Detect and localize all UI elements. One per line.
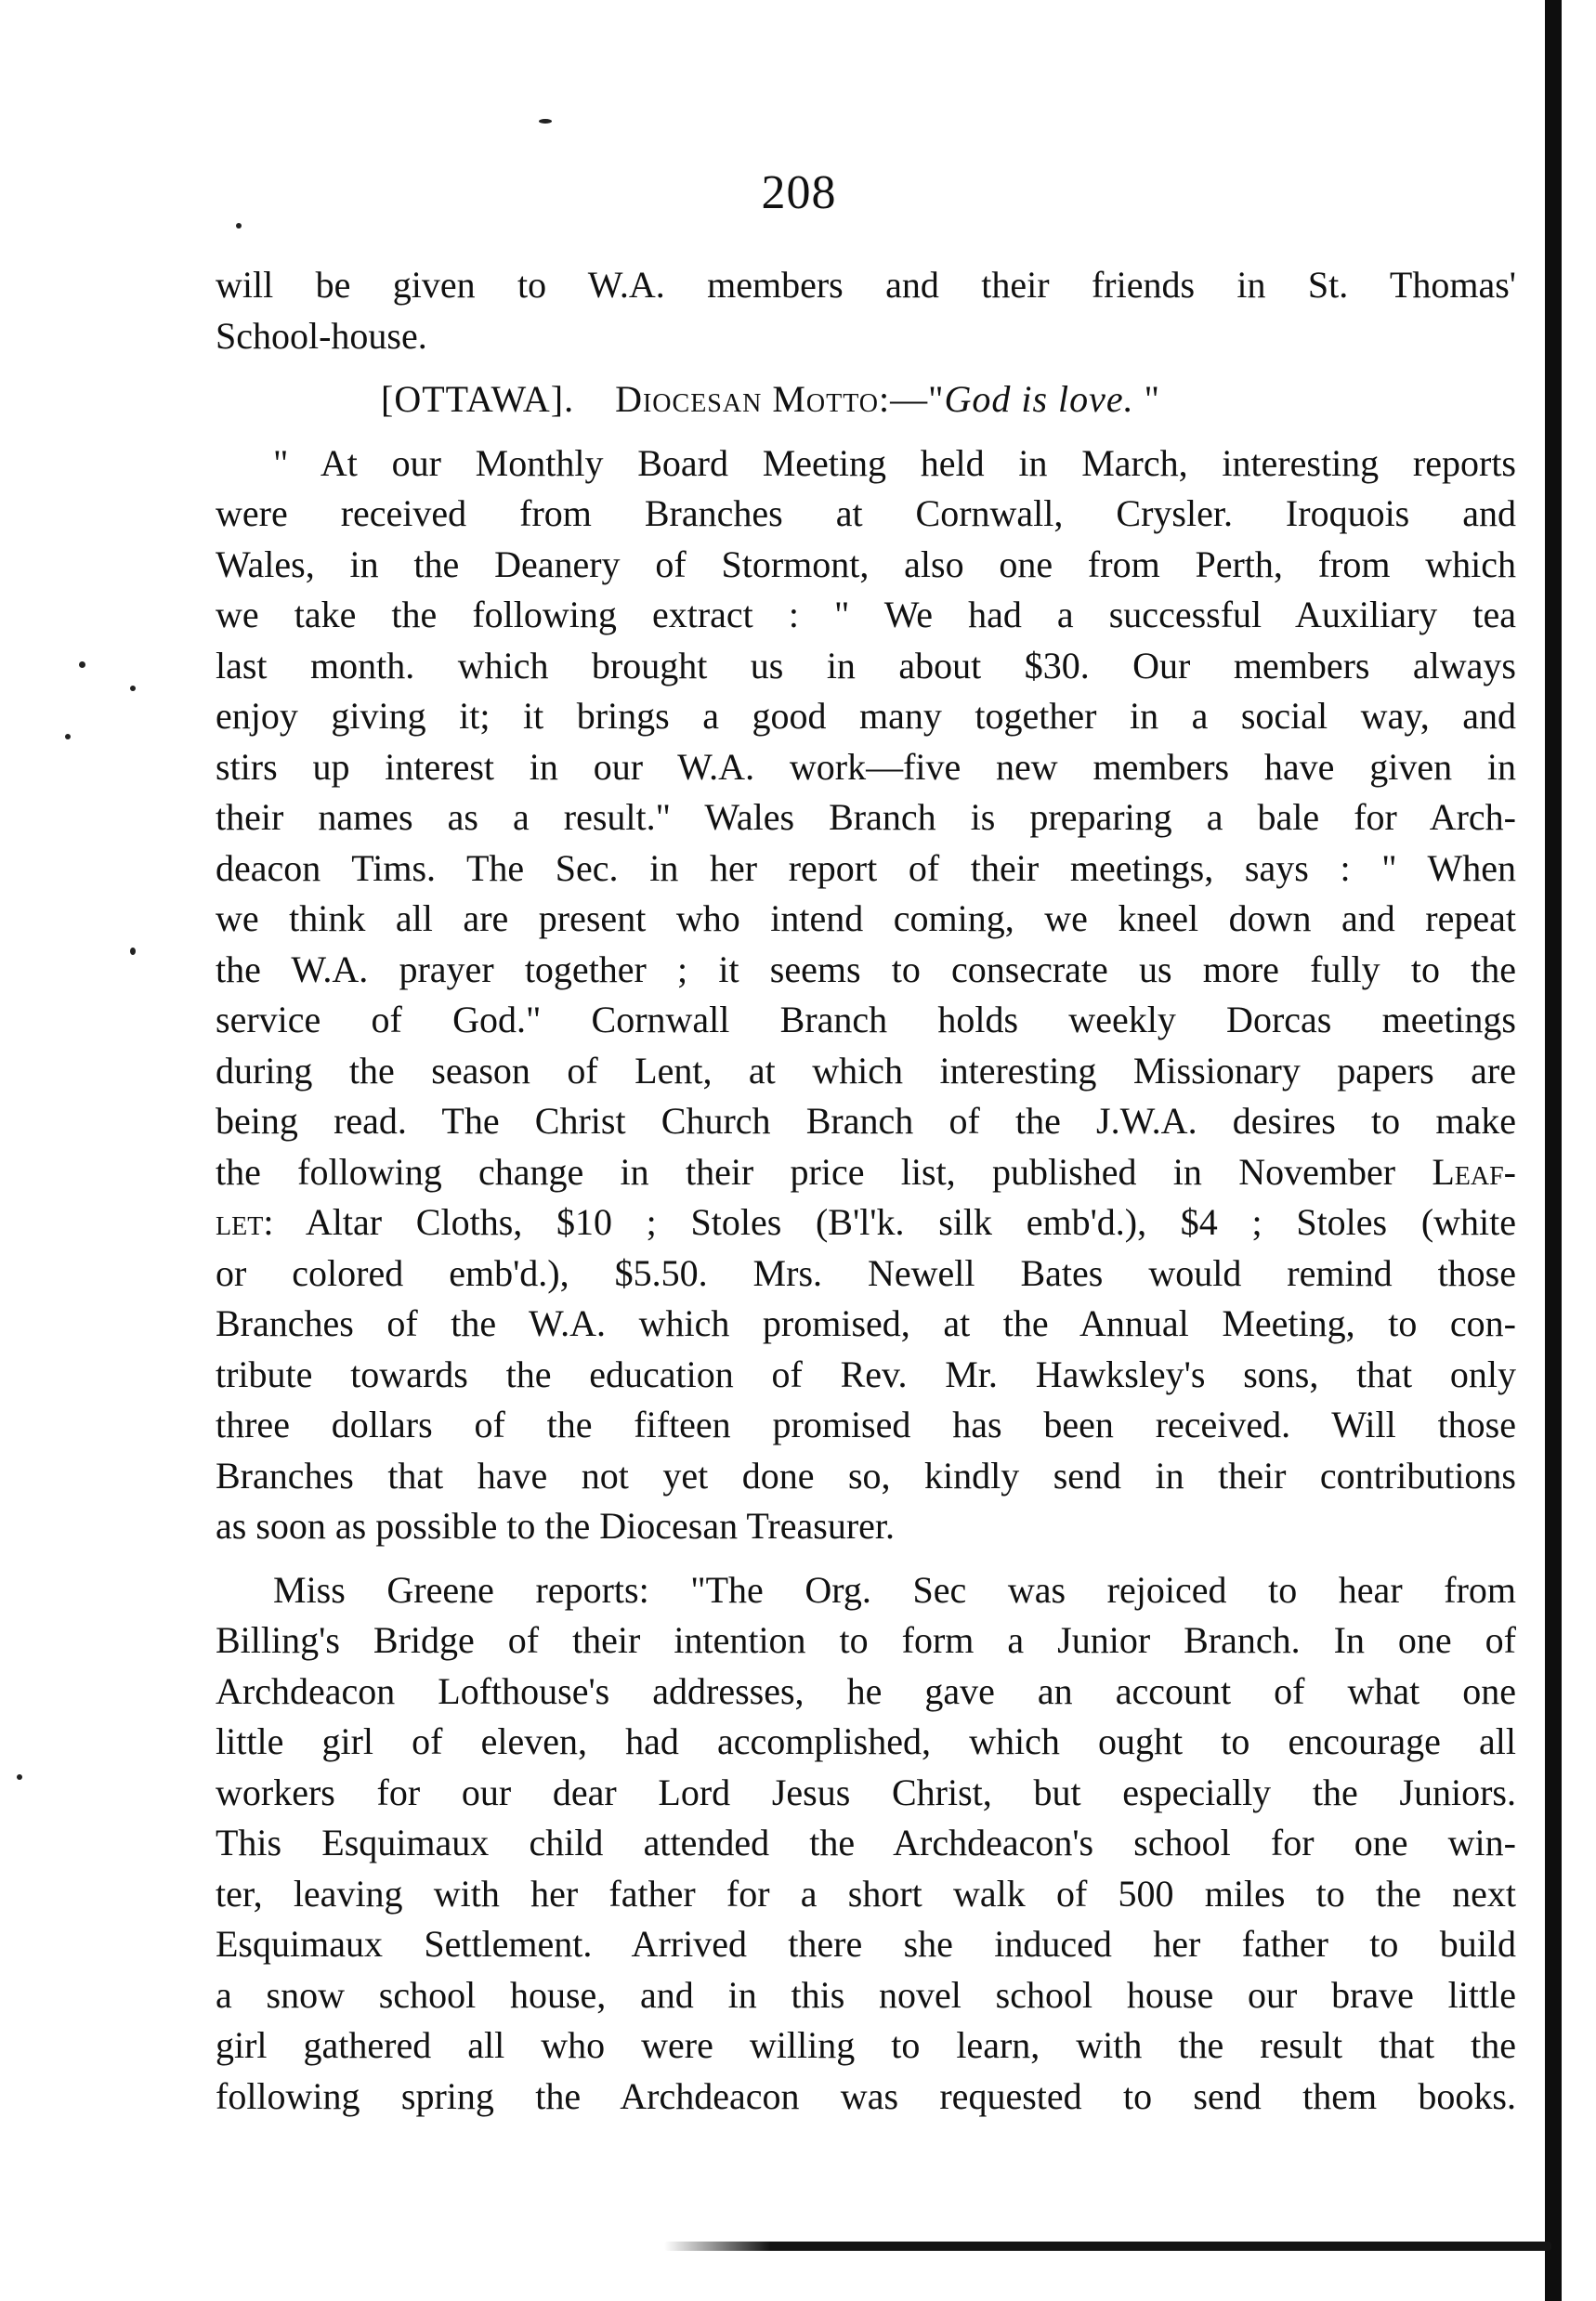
text-line: during the season of Lent, at which interesting Missionary papers are xyxy=(216,1049,1516,1092)
text-line xyxy=(216,1197,1516,1249)
scan-speck xyxy=(17,1774,22,1780)
text-line: Esquimaux Settlement. Arrived there she induced her father to build xyxy=(216,1923,1516,1965)
page-number: 208 xyxy=(761,166,837,219)
text-line: Wales, in the Deanery of Stormont, also one from Perth, from which xyxy=(216,543,1516,585)
text-line: Archdeacon Lofthouse's addresses, he gave an account of what one xyxy=(216,1669,1516,1712)
text-line: workers for our dear Lord Jesus Christ, but especially the Juniors. xyxy=(216,1771,1516,1813)
text-line: " At our Monthly Board Meeting held in March, interesting reports xyxy=(273,441,1516,484)
text-line: enjoy giving it; it brings a good many together in a social way, and xyxy=(216,695,1516,737)
body-text xyxy=(216,260,1516,2122)
text-line: their names as a result." Wales Branch is preparing a bale for Arch- xyxy=(216,796,1516,838)
text-line: Branches of the W.A. which promised, at the Annual Meeting, to con- xyxy=(216,1302,1516,1344)
text-line: little girl of eleven, had accomplished, which ought to encourage all xyxy=(216,1720,1516,1762)
text-line: deacon Tims. The Sec. in her report of their meetings, says : " When xyxy=(216,846,1516,889)
scan-speck xyxy=(130,948,136,955)
text-line: we take the following extract : " We had a successful Auxiliary tea xyxy=(216,594,1516,635)
scan-speck xyxy=(79,661,85,668)
text-line: ter, leaving with her father for a short walk of 500 miles to the next xyxy=(216,1872,1516,1915)
text-line: Miss Greene reports: "The Org. Sec was rejoiced to hear from xyxy=(273,1568,1516,1611)
text-line: we think all are present who intend coming, we kneel down and repeat xyxy=(216,897,1516,939)
text-line: Billing's Bridge of their intention to form a Junior Branch. In one of xyxy=(216,1619,1516,1661)
text-line: stirs up interest in our W.A. work—five new members have given in xyxy=(216,745,1516,788)
leaflet-word: let xyxy=(216,1201,264,1243)
motto-text: God is love. xyxy=(944,378,1134,420)
text-line: as soon as possible to the Diocesan Treasurer. xyxy=(216,1505,896,1547)
diocese-name: [OTTAWA]. xyxy=(381,378,575,420)
scan-speck xyxy=(65,734,71,739)
text-fragment: : Altar Cloths, $10 ; Stoles (B'l'k. silk emb'd.), $4 ; Stoles (white xyxy=(263,1201,1516,1243)
text-line: girl gathered all who were willing to learn, with the result that the xyxy=(216,2024,1516,2066)
text-line: or colored emb'd.), $5.50. Mrs. Newell Bates would remind those xyxy=(216,1251,1516,1294)
text-line: tribute towards the education of Rev. Mr. Hawksley's sons, that only xyxy=(216,1353,1516,1395)
text-line: being read. The Christ Church Branch of the J.W.A. desires to make xyxy=(216,1100,1516,1142)
text-line: were received from Branches at Cornwall, Crysler. Iroquois and xyxy=(216,492,1516,534)
text-line xyxy=(216,1147,1516,1198)
motto-dash: —" xyxy=(890,378,945,420)
scan-speck xyxy=(130,686,136,691)
text-line: This Esquimaux child attended the Archdeacon's school for one win- xyxy=(216,1822,1516,1863)
bottom-edge-rule xyxy=(664,2242,1551,2251)
text-line: will be given to W.A. members and their friends in St. Thomas' xyxy=(216,264,1516,306)
text-fragment: the following change in their price list, published in November xyxy=(216,1150,1396,1193)
motto-close: " xyxy=(1133,378,1160,420)
text-line: a snow school house, and in this novel school house our brave little xyxy=(216,1973,1516,2016)
page-edge-shadow xyxy=(1545,0,1562,2301)
text-line: the W.A. prayer together ; it seems to consecrate us more fully to the xyxy=(216,948,1516,990)
motto-label: Diocesan Motto: xyxy=(615,378,891,420)
text-line: School-house. xyxy=(216,314,427,357)
text-line: service of God." Cornwall Branch holds weekly Dorcas meetings xyxy=(216,999,1516,1040)
section-heading xyxy=(216,374,1516,425)
text-line: following spring the Archdeacon was requested to send them books. xyxy=(216,2074,1516,2117)
text-line: Branches that have not yet done so, kindly send in their contributions xyxy=(216,1454,1516,1497)
scan-speck xyxy=(539,119,552,124)
scan-speck xyxy=(236,223,242,229)
text-line: last month. which brought us in about $30. Our members always xyxy=(216,644,1516,686)
leaflet-word: Leaf- xyxy=(1432,1150,1516,1193)
text-line: three dollars of the fifteen promised has been received. Will those xyxy=(216,1404,1516,1445)
